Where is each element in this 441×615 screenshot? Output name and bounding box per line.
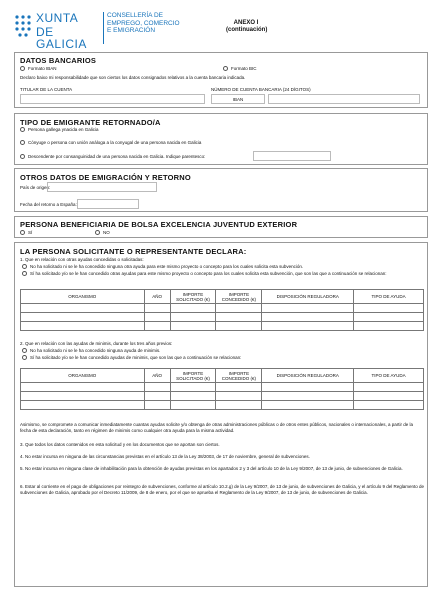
item3: 3. Que todos los datos contenidos en esta solicitud y en los documentos que se aportan son ciertos. [20, 442, 220, 447]
radio-item1-no[interactable] [22, 264, 27, 269]
emigrant-title: TIPO DE EMIGRANTE RETORNADO/A [20, 118, 161, 127]
table-header-row [21, 369, 424, 383]
radio-emigrant-2[interactable] [20, 140, 25, 145]
radio-bic[interactable] [223, 66, 228, 71]
item5: 5. No estar incursa en ninguna clase de inhabilitación para la obtención de ayudas previstas en los apartados 2 y 3 del artículo 10 de la Ley 9/2007, de 13 de junio, de subvenciones de Galicia. [20, 466, 403, 471]
emigrant-opt3[interactable]: Descendente por consanguinidad de una persona nacida en Galicia. Indique parentesco: [20, 154, 205, 160]
item6: 6. Estar al corriente en el pago de obligaciones por reintegro de subvenciones, conforme al artículo 10.2.g) de la Ley 9/2007, de 13 de junio, de subvenciones de Galicia, y el artículo 9 del Reglamento de subvenciones de Galicia, aprobado por el Decreto 11/2009, de 8 de enero, por el que se aprueba el Reglamento de la Ley 9/2007, de 13 de junio, de subvenciones de Galicia. [20, 484, 425, 495]
col-aid-type: TIPO DE AYUDA [354, 369, 424, 383]
radio-item2-no[interactable] [22, 348, 27, 353]
table-row[interactable] [21, 322, 424, 331]
table-row[interactable] [21, 401, 424, 410]
table-row[interactable] [21, 383, 424, 392]
xunta-emblem-icon [14, 14, 32, 38]
scholarship-no[interactable]: NO [95, 230, 110, 236]
item1-opt2[interactable]: Sí ha solicitado y/o se le han concedido otras ayudas para este mismo proyecto o concepto para los cuales solicita esta subvención, que son las que a continuación se relacionan: [22, 271, 422, 277]
return-date-label: Fecha del retorno a España: [20, 202, 77, 207]
table-row[interactable] [21, 313, 424, 322]
table-row[interactable] [21, 304, 424, 313]
logo-text-galicia: DE GALICIA [36, 25, 87, 51]
table-header-row [21, 290, 424, 304]
col-requested: IMPORTE SOLICITADO (€) [170, 290, 216, 304]
emigrant-opt1[interactable]: Persona gallega ynacida en Galicia [20, 127, 99, 133]
scholarship-yes[interactable]: SÍ [20, 230, 32, 236]
logo-divider [103, 12, 104, 44]
radio-yes[interactable] [20, 230, 25, 235]
origin-label: País de origen: [20, 185, 51, 190]
item2-opt1[interactable]: No ha solicitado ni se le ha concedido ninguna ayuda de minimis. [22, 348, 422, 354]
annex-heading: ANEXO I (continuación) [226, 20, 268, 33]
aid-table-1 [20, 289, 424, 331]
origin-input[interactable] [47, 182, 157, 192]
col-regulation: DISPOSICIÓN REGULADORA [262, 369, 354, 383]
holder-input[interactable] [20, 94, 205, 104]
radio-iban[interactable] [20, 66, 25, 71]
radio-item1-yes[interactable] [22, 271, 27, 276]
col-granted: IMPORTE CONCEDIDO (€) [216, 369, 262, 383]
bank-section [14, 52, 428, 108]
col-aid-type: TIPO DE AYUDA [354, 290, 424, 304]
return-date-input[interactable] [77, 199, 139, 209]
radio-item2-yes[interactable] [22, 355, 27, 360]
scholarship-title: PERSONA BENEFICIARIA DE BOLSA EXCELENCIA JUVENTUD EXTERIOR [20, 220, 298, 229]
declaration-title: LA PERSONA SOLICITANTE O REPRESENTANTE DECLARA: [20, 247, 247, 256]
bank-declaration: Declaro baixo mi responsabilidade que son ciertos los datos consignados relativos a la cuenta bancaria indicada. [20, 75, 246, 80]
col-year: AÑO [144, 290, 170, 304]
commit-text: Asimismo, se compromete a comunicar inmediatamente cuantas ayudas solicite y/o obtenga de otras administraciones públicas o de otros entes públicos, nacionales o internacionales, a partir de la fecha de esta declaración, tanto en régimen de minimis como cualquier otra ayuda para la misma actividad. [20, 422, 413, 433]
radio-emigrant-3[interactable] [20, 154, 25, 159]
radio-emigrant-1[interactable] [20, 127, 25, 132]
logo-text-xunta: XUNTA [36, 11, 79, 25]
xunta-logo [14, 10, 106, 51]
item1: 1. Que en relación con otras ayudas concedidas o solicitadas: [20, 257, 144, 262]
conselleria-name: CONSELLERÍA DE EMPREGO, COMERCIO E EMIGRACIÓN [107, 12, 180, 34]
radio-no[interactable] [95, 230, 100, 235]
other-section [14, 168, 428, 212]
other-title: OTROS DATOS DE EMIGRACIÓN Y RETORNO [20, 173, 191, 182]
table-row[interactable] [21, 392, 424, 401]
item2: 2. Que en relación con las ayudas de minimis, durante los tres años previos: [20, 341, 173, 346]
account-number-label: NÚMERO DE CUENTA BANCARIA (24 DÍGITOS) [211, 87, 311, 92]
col-organismo: ORGANISMO [21, 369, 145, 383]
col-granted: IMPORTE CONCEDIDO (€) [216, 290, 262, 304]
item2-opt2[interactable]: Sí ha solicitado y/o se le han concedido ayudas de minimis, que son las que a continuación se relacionan: [22, 355, 422, 361]
holder-label: TITULAR DE LA CUENTA [20, 87, 73, 92]
item4: 4. No estar incursa en ninguna de las circunstancias previstas en el artículo 13 de la Ley 38/2003, de 17 de noviembre, general de subvenciones. [20, 454, 310, 459]
emigrant-section [14, 113, 428, 165]
declaration-section [14, 242, 428, 587]
bank-title: DATOS BANCARIOS [20, 56, 97, 65]
opt-iban[interactable]: Formato IBAN [20, 66, 57, 72]
scholarship-section [14, 216, 428, 238]
aid-table-2 [20, 368, 424, 410]
emigrant-opt2[interactable]: Cónyuge o persona con unión análoga a la conyugal de una persona nacida en Galicia [20, 140, 201, 146]
account-number-input[interactable] [268, 94, 420, 104]
col-requested: IMPORTE SOLICITADO (€) [170, 369, 216, 383]
opt-bic[interactable]: Formato BIC [223, 66, 257, 72]
col-regulation: DISPOSICIÓN REGULADORA [262, 290, 354, 304]
kinship-input[interactable] [253, 151, 331, 161]
col-organismo: ORGANISMO [21, 290, 145, 304]
col-year: AÑO [144, 369, 170, 383]
item1-opt1[interactable]: No ha solicitado ni se le ha concedido ninguna otra ayuda para este mismo proyecto o concepto para los cuales solicita esta subvención. [22, 264, 422, 270]
iban-prefix: IBAN [211, 94, 265, 104]
